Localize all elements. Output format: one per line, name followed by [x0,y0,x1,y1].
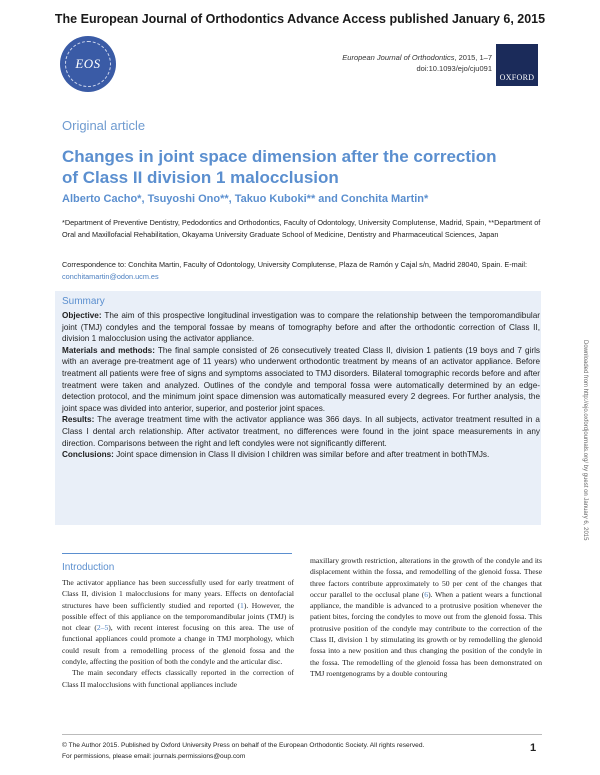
results-label: Results: [62,415,95,425]
permissions-notice: For permissions, please email: journals.permissions@oup.com [62,753,246,760]
correspondence-text: Correspondence to: Conchita Martin, Faculty of Odontology, University Complutense, Plaza de Ramón y Cajal s/n, Madrid 28040, Spain. E-mail: [62,260,528,269]
download-watermark: Downloaded from http://ejo.oxfordjournals.org/ by guest on January 6, 2015 [582,340,588,541]
summary-objective: Objective: The aim of this prospective longitudinal investigation was to compare the relationship between the temporomandibular joint (TMJ) condyles and the temporal fossae by means of tomography before and after the orthodontic correction of Class II, division 1 malocclusion using the activator appliance. [62,311,540,344]
summary-methods: Materials and methods: The final sample consisted of 26 consecutively treated Class II, division 1 patients (19 boys and 7 girls with an average pre-treatment age of 11 years) who underwent orthodontic treatment by means of an activator appliance. Before treatment all patients were free of signs and symptoms associated to TMJ disorders. Bilateral tomographic records before and after treatment were taken and analyzed. Outlines of the condyle and temporal fossa were automatically determined by an edge-detection protocol, and the minimum joint space dimension was automatically measured every 2 degrees. For further analysis, the joint space was divided into anterior, superior, and posterior joint spaces. [62,345,540,413]
methods-label: Materials and methods: [62,345,155,355]
correspondence [62,259,542,282]
article-type: Original article [62,118,146,133]
journal-reference [342,52,492,74]
citation-link[interactable]: 1 [240,600,244,610]
footer-divider [62,734,542,735]
objective-label: Objective: [62,311,102,320]
society-logo [60,36,116,92]
intro-paragraph-1: The activator appliance has been successfully used for early treatment of Class II, division 1 malocclusions for many years. Effects on dentofacial structures have been sufficiently studied and reported (1). However, the possible effect of this appliance on the temporomandibular joints (TMJ) is not clear (2–5), with recent interest focusing on this area. The use of functional appliances could promote a change in TMJ morphology, which could result from a remodelling process of the glenoid fossa and the condyle, affecting the position of both the condyle and the articular disc. [62,578,295,667]
article-title: Changes in joint space dimension after the correction of Class II division 1 malocclusion [62,147,497,187]
affiliations: *Department of Preventive Dentistry, Pedodontics and Orthodontics, Faculty of Odontology, University Complutense, Madrid, Spain, **Department of Oral and Maxillofacial Rehabilitation, Okayama University Graduate School of Medicine, Dentistry and Pharmaceutical Sciences, Japan [62,218,541,239]
journal-name: European Journal of Orthodontics [342,53,455,62]
citation-link[interactable]: 2–5 [96,623,109,633]
summary-heading: Summary [62,296,105,307]
author-list: Alberto Cacho*, Tsuyoshi Ono**, Takuo Kuboki** and Conchita Martin* [62,193,429,205]
copyright-notice: © The Author 2015. Published by Oxford University Press on behalf of the European Orthodontic Society. All rights reserved. [62,742,425,749]
advance-access-banner: The European Journal of Orthodontics Advance Access published January 6, 2015 [54,12,546,26]
society-logo-text: EOS [75,56,101,71]
section-divider [62,553,292,554]
publisher-logo-text: OXFORD [499,73,535,82]
journal-volume: , 2015, 1–7 [454,53,492,62]
correspondence-email-link[interactable]: conchitamartin@odon.ucm.es [62,271,159,281]
publisher-logo [496,44,538,86]
summary-conclusions: Conclusions: Joint space dimension in Class II division I children was similar before and after treatment in bothTMJs. [62,450,490,460]
intro-paragraph-2: The main secondary effects classically reported in the correction of Class II malocclusions with functional appliances include [62,668,294,689]
footer [62,740,502,762]
doi[interactable]: doi:10.1093/ejo/cju091 [416,64,492,73]
summary-body [62,310,540,461]
conclusions-label: Conclusions: [62,450,114,460]
intro-left-column [62,577,294,690]
intro-paragraph-3: maxillary growth restriction, alterations in the growth of the condyle and its displacement within the fossa, and remodelling of the glenoid fossa. These three factors contribute approximately to 50 per cent of the changes that occur parallel to the occlusal plane (6). When a patient wears a functional appliance, the mandible is advanced to a protrusive position whenever the patient bites, forcing the condyles to move out from the glenoid fossa. This protrusive position of the condyle may contribute to the correction of the Class II, division 1 by stimulating its growth or by remodelling the glenoid fossa into a new position and thus changing the position of the condyle in the fossa. The remodelling of the glenoid fossa has been demonstrated on TMJ roentgenograms by a double contouring [310,556,543,678]
introduction-heading: Introduction [62,562,115,573]
intro-right-column [310,555,542,679]
citation-link[interactable]: 6 [424,589,429,599]
page-number: 1 [530,742,537,754]
summary-results: Results: The average treatment time with the activator appliance was 366 days. In all subjects, activator treatment resulted in a Class I dental arch relationship. After activator treatment, no differences were found in the joint space measurements in any direction. Comparisons between the right and left condyles were not significantly different. [62,415,540,448]
